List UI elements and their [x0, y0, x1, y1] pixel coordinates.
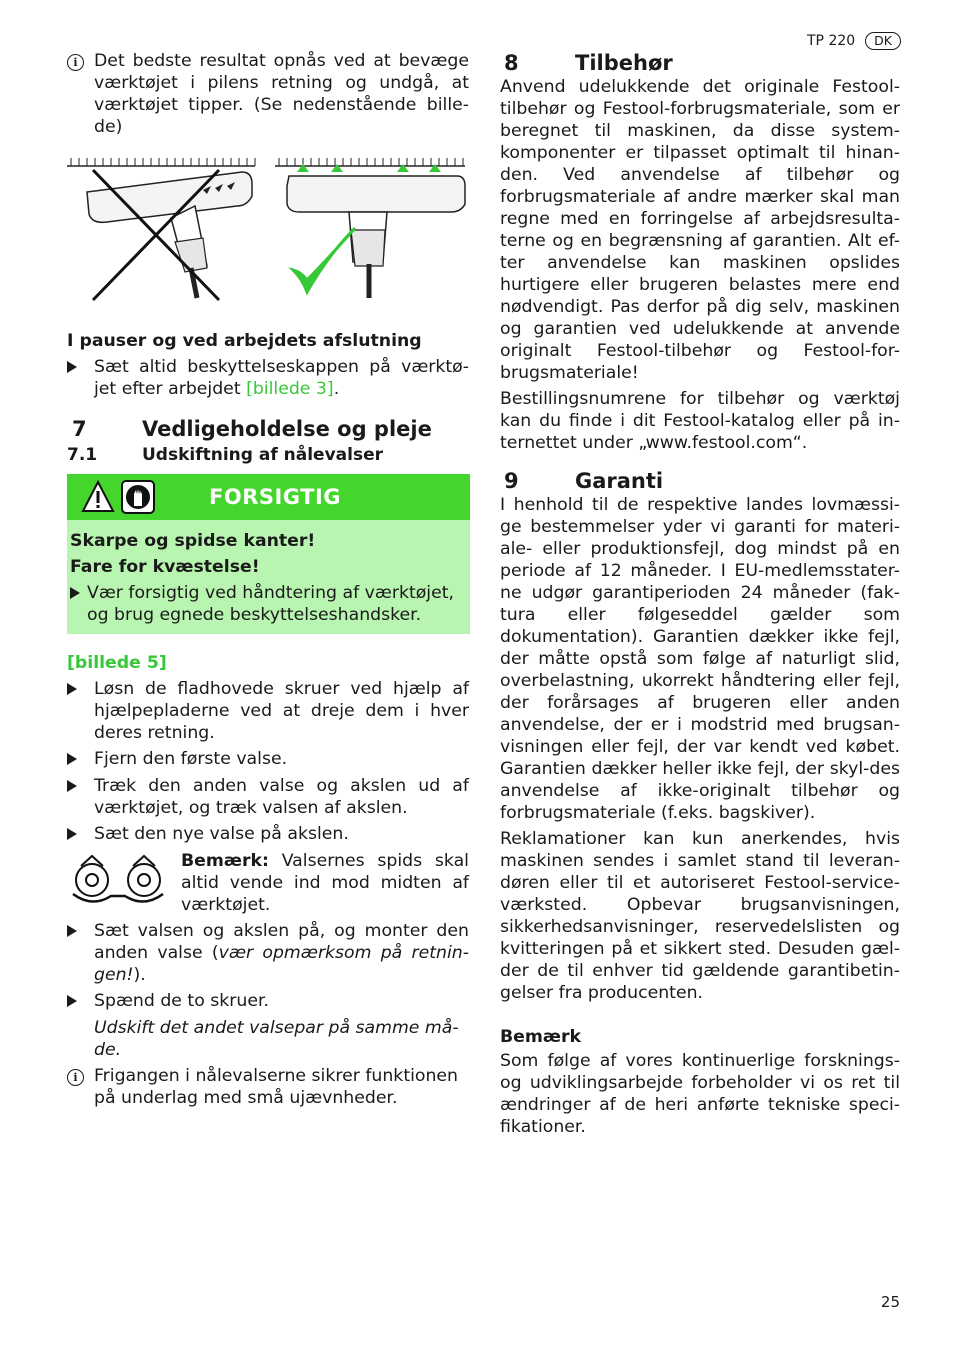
bullet-triangle-icon	[67, 828, 77, 840]
step-1: Løsn de fladhovede skruer ved hjælp af hjælpepladerne ved at dreje dem i hver deres retning.	[67, 678, 469, 744]
country-badge: DK	[865, 32, 901, 50]
usage-figures	[67, 158, 469, 320]
warning-line-2: Fare for kvæstelse!	[70, 557, 260, 577]
bullet-triangle-icon	[67, 361, 77, 373]
warning-item: Vær forsigtig ved håndtering af værktøjet, og brug egnede beskyttelseshandsker.	[87, 583, 455, 625]
bullet-triangle-icon	[67, 780, 77, 792]
page-number: 25	[880, 1293, 900, 1311]
step-4: Sæt den nye valse på akslen.	[67, 823, 469, 846]
bullet-triangle-icon	[70, 587, 80, 599]
correct-usage-figure	[275, 158, 465, 298]
intro-tip-text: Det bedste resultat opnås ved at bevæge værktøjet i pilens retning og undgå, at værktøjet tipper. (Se nedenstående bille-de)	[94, 51, 469, 137]
bullet-triangle-icon	[67, 995, 77, 1007]
warning-label: FORSIGTIG	[209, 485, 342, 509]
model-label: TP 220	[807, 33, 856, 49]
wrong-usage-figure	[67, 158, 255, 300]
roller-tip: i Frigangen i nålevalserne sikrer funktionen på underlag med små ujævnheder.	[67, 1065, 469, 1109]
figure-5-ref: [billede 5]	[67, 653, 167, 673]
section-8-heading: 8 Tilbehør	[504, 51, 673, 75]
step-6-note: Udskift det andet valsepar på samme må-de.	[94, 1018, 459, 1060]
page-header	[807, 30, 901, 52]
section-8-paragraph-2: Bestillingsnumrene for tilbehør og værktøj kan du finde i dit Festool-katalog eller på in-ternettet under „www.festool.com“.	[500, 389, 900, 453]
step-5: Sæt valsen og akslen på, og monter den anden valse (vær opmærksom på retnin-gen!).	[67, 920, 469, 986]
step-6: Spænd de to skruer.	[67, 990, 469, 1013]
figure-link[interactable]: [billede 3]	[246, 379, 334, 399]
section-7-1-heading: 7.1 Udskiftning af nålevalser	[67, 445, 383, 465]
note-paragraph: Som følge af vores kontinuerlige forsknings- og udviklingsarbejde forbeholder vi os ret til ændringer af de heri anførte tekniske speci-fikationer.	[500, 1051, 900, 1137]
warning-box	[67, 474, 470, 634]
warning-line-1: Skarpe og spidse kanter!	[70, 531, 316, 551]
roller-note	[67, 850, 469, 916]
pause-heading: I pauser og ved arbejdets afslutning	[67, 331, 422, 351]
pause-item: Sæt altid beskyttelseskappen på værktø-jet efter arbejdet [billede 3].	[67, 356, 469, 400]
left-column	[67, 50, 469, 1109]
intro-tip	[67, 50, 469, 138]
right-column	[500, 50, 900, 1138]
step-3: Træk den anden valse og akslen ud af værktøjet, og træk valsen af akslen.	[67, 775, 469, 819]
section-9-heading: 9 Garanti	[504, 469, 664, 493]
pause-item-text: Sæt altid beskyttelseskappen på værktø-jet efter arbejdet	[94, 357, 469, 399]
note-text: Valsernes spids skal altid vende ind mod midten af værktøjet.	[181, 851, 469, 915]
note-label: Bemærk:	[181, 851, 269, 871]
roller-direction-icon	[67, 850, 167, 910]
bullet-triangle-icon	[67, 925, 77, 937]
step-2: Fjern den første valse.	[67, 748, 469, 771]
bullet-triangle-icon	[67, 753, 77, 765]
warning-triangle-icon	[81, 480, 115, 514]
info-icon: i	[67, 1069, 84, 1086]
note-heading: Bemærk	[500, 1027, 582, 1047]
section-9-paragraph-2: Reklamationer kan kun anerkendes, hvis maskinen sendes i samlet stand til leveran-døren eller til et autoriseret Festool-service-værksted. Opbevar brugsanvisningen, sikkerhedsanvisninger, reservedelslisten og kvitteringen på et sikkert sted. Desuden gæl-der de til enhver tid gældende garantibetin-gelser fra producenten.	[500, 829, 900, 1003]
info-icon: i	[67, 54, 84, 71]
section-7-heading: 7 Vedligeholdelse og pleje	[72, 417, 432, 441]
tool-tilt-illustration	[67, 158, 469, 320]
bullet-triangle-icon	[67, 683, 77, 695]
section-9-paragraph-1: I henhold til de respektive landes lovmæssi-ge bestemmelser yder vi garanti for materi-ale- eller produktionsfejl, dog mindst på en periode af 12 måneder. I EU-medlemsstater-ne udgør garantiperioden 24 måneder (fak-tura eller følgeseddel gælder som dokumentation). Garantien dækker ikke fejl, der måtte opstå som følge af naturligt slid, overbelastning, ukorrekt håndtering eller fejl, der forårsages af brugeren eller anden anvendelse, der er i modstrid med brugsan-visningen eller fejl, der var kendt ved købet. Garantien dækker heller ikke fejl, der skyl-des anvendelse af ikke-originalt tilbehør og forbrugsmateriale (f.eks. bagskiver).	[500, 495, 900, 823]
section-8-paragraph-1: Anvend udelukkende det originale Festool-tilbehør og Festool-forbrugsmateriale, som er beregnet til maskinen, da disse system-komponenter er tilpasset optimalt til hinan-den. Ved anvendelse af tilbehør og forbrugsmateriale af andre mærker skal man regne med en forringelse af arbejdsresulta-terne og en begrænsning af garantien. Alt ef-ter anvendelse kan maskinen opslides hurtigere eller brugeren belastes mere end nødvendigt. Pas derfor på dig selv, maskinen og garantien ved udelukkende at anvende originalt Festool-tilbehør og Festool-for-brugsmateriale!	[500, 77, 900, 383]
gloves-icon	[121, 480, 155, 514]
